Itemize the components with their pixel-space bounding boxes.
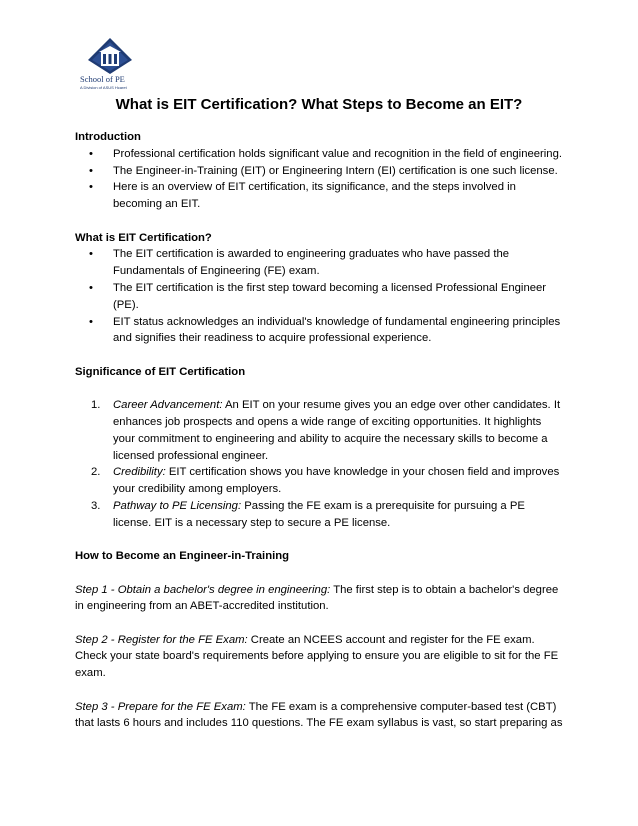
logo-brand-text: School of PE — [80, 74, 125, 84]
bullet-icon: • — [89, 164, 93, 177]
step-paragraph — [75, 699, 565, 733]
logo-tagline: A Division of ASUS Hcaret — [80, 85, 127, 90]
intro-list — [75, 146, 565, 213]
item-label: Career Advancement: — [113, 399, 223, 412]
numbered-item — [75, 498, 565, 532]
step-text: The FE exam is a comprehensive computer-based test (CBT) that lasts 6 hours and includes 110 questions. The FE exam syllabus is vast, so start preparing as — [75, 700, 563, 730]
section-heading-how-to-become: How to Become an Engineer-in-Training — [75, 550, 290, 563]
what-list — [75, 246, 565, 347]
bullet-icon: • — [89, 315, 93, 328]
bullet-icon: • — [89, 248, 93, 261]
list-item — [75, 314, 565, 348]
item-number: 1. — [91, 399, 101, 412]
bullet-icon: • — [89, 281, 93, 294]
section-heading-what-is-eit: What is EIT Certification? — [75, 231, 212, 244]
school-of-pe-logo — [80, 38, 144, 94]
numbered-item — [75, 464, 565, 498]
list-item — [75, 179, 565, 213]
item-text: Passing the FE exam is a prerequisite for pursuing a PE license. EIT is a necessary step to secure a PE license. — [113, 499, 525, 529]
significance-list — [75, 397, 565, 531]
step-label: Step 3 - Prepare for the FE Exam: — [75, 700, 246, 713]
section-heading-significance: Significance of EIT Certification — [75, 365, 246, 378]
list-item-text: The Engineer-in-Training (EIT) or Engineering Intern (EI) certification is one such license. — [113, 164, 558, 177]
item-text: EIT certification shows you have knowledge in your chosen field and improves your credibility among employers. — [113, 466, 560, 496]
item-text: An EIT on your resume gives you an edge over other candidates. It enhances job prospects and opens a wide range of exciting opportunities. It highlights your commitment to engineering and ability to acquire the necessary skills to become a licensed professional engineer. — [113, 399, 561, 462]
bullet-icon: • — [89, 147, 93, 160]
step-label: Step 2 - Register for the FE Exam: — [75, 633, 248, 646]
list-item-text: Here is an overview of EIT certification, its significance, and the steps involved in becoming an EIT. — [113, 181, 516, 211]
numbered-item — [75, 397, 565, 464]
step-text: The first step is to obtain a bachelor's degree in engineering from an ABET-accredited institution. — [75, 583, 559, 613]
list-item — [75, 163, 565, 180]
section-heading-introduction: Introduction — [75, 131, 141, 143]
page-title: What is EIT Certification? What Steps to Become an EIT? — [115, 96, 523, 113]
list-item — [75, 246, 565, 280]
item-label: Pathway to PE Licensing: — [113, 499, 242, 512]
step-text: Create an NCEES account and register for the FE exam. Check your state board's requirements before applying to ensure you are eligible to sit for the FE exam. — [75, 633, 559, 680]
item-number: 3. — [91, 499, 101, 512]
list-item-text: EIT status acknowledges an individual's knowledge of fundamental engineering principles and signifies their readiness to acquire professional experience. — [113, 315, 561, 345]
item-number: 2. — [91, 466, 101, 479]
step-label: Step 1 - Obtain a bachelor's degree in engineering: — [75, 583, 331, 596]
list-item-text: The EIT certification is awarded to engineering graduates who have passed the Fundamentals of Engineering (FE) exam. — [113, 248, 510, 278]
logo-building-icon — [88, 38, 132, 74]
list-item — [75, 280, 565, 314]
document-body — [75, 129, 565, 732]
bullet-icon: • — [89, 181, 93, 194]
item-label: Credibility: — [113, 466, 166, 479]
list-item-text: Professional certification holds significant value and recognition in the field of engineering. — [113, 147, 563, 160]
step-paragraph — [75, 582, 565, 616]
list-item — [75, 146, 565, 163]
step-paragraph — [75, 632, 565, 682]
list-item-text: The EIT certification is the first step toward becoming a licensed Professional Engineer (PE). — [113, 281, 547, 311]
